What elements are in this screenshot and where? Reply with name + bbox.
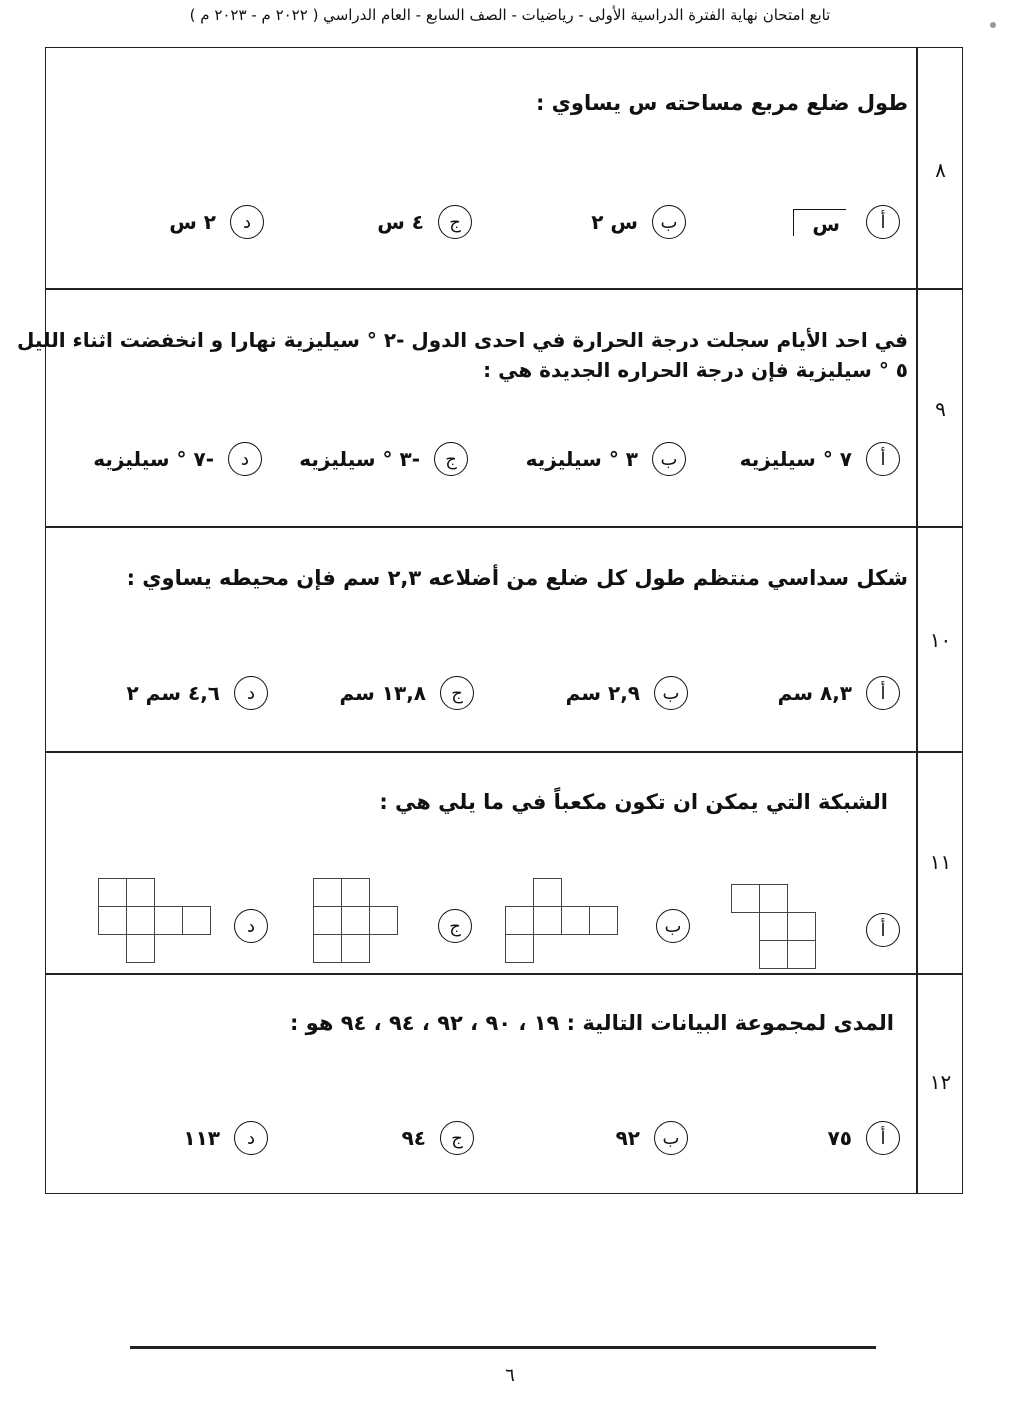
question-text: الشبكة التي يمكن ان تكون مكعباً في ما يلي هي :	[379, 790, 888, 814]
option-letter: ب	[654, 676, 688, 710]
option-value: ٩٢	[615, 1126, 640, 1150]
option-letter: د	[228, 442, 262, 476]
option-value: ٢ س	[169, 210, 216, 234]
option-a[interactable]	[793, 205, 900, 239]
option-d[interactable]	[126, 676, 268, 710]
option-b[interactable]	[526, 442, 686, 476]
question-number: ١٠	[929, 628, 952, 652]
row-divider	[45, 751, 963, 753]
option-value: ٤ س	[377, 210, 424, 234]
option-value: ٩٤	[401, 1126, 426, 1150]
option-letter: ب	[654, 1121, 688, 1155]
option-value: س ٢	[591, 210, 638, 234]
option-b[interactable]	[591, 205, 686, 239]
option-letter: ج	[438, 205, 472, 239]
option-value: ٨,٣ سم	[777, 681, 852, 705]
option-letter: أ	[866, 676, 900, 710]
square-root-expression: س	[793, 209, 846, 236]
option-letter: ب	[652, 442, 686, 476]
row-divider	[45, 973, 963, 975]
question-number: ٨	[935, 158, 946, 182]
question-text-line2: ٥ ° سيليزية فإن درجة الحراره الجديدة هي :	[483, 358, 908, 382]
question-text: المدى لمجموعة البيانات التالية : ١٩ ، ٩٠ ، ٩٢ ، ٩٤ ، ٩٤ هو :	[289, 1011, 894, 1035]
exam-header: تابع امتحان نهاية الفترة الدراسية الأولى - رياضيات - الصف السابع - العام الدراسي ( ٢٠٢٢ م - ٢٠٢٣ م )	[189, 6, 831, 24]
option-b[interactable]	[566, 676, 688, 710]
row-divider	[45, 526, 963, 528]
option-d[interactable]	[93, 442, 262, 476]
option-d[interactable]	[183, 1121, 268, 1155]
question-text-line1: في احد الأيام سجلت درجة الحرارة في احدى الدول -٢ ° سيليزية نهارا و انخفضت اثناء الليل	[17, 328, 908, 352]
option-value: ٢,٩ سم	[565, 681, 640, 705]
option-value: ٧٥	[827, 1126, 852, 1150]
option-value: ١١٣	[183, 1126, 220, 1150]
option-d[interactable]	[169, 205, 264, 239]
option-a[interactable]	[828, 1121, 900, 1155]
option-value: ٣ ° سيليزيه	[525, 447, 638, 471]
option-letter: د	[230, 205, 264, 239]
option-b[interactable]	[642, 909, 690, 943]
option-c[interactable]	[424, 909, 472, 943]
option-value: ١٣,٨ سم	[339, 681, 426, 705]
option-value: -٧ ° سيليزيه	[93, 447, 214, 471]
option-c[interactable]	[299, 442, 468, 476]
option-a[interactable]	[852, 913, 900, 947]
option-letter: ج	[438, 909, 472, 943]
option-value: -٣ ° سيليزيه	[299, 447, 420, 471]
option-value: ٧ ° سيليزيه	[739, 447, 852, 471]
scan-dot	[990, 22, 996, 28]
option-c[interactable]	[377, 205, 472, 239]
option-b[interactable]	[616, 1121, 688, 1155]
option-c[interactable]	[339, 676, 474, 710]
option-letter: د	[234, 1121, 268, 1155]
page-number: ٦	[505, 1365, 515, 1386]
option-letter: ج	[434, 442, 468, 476]
option-letter: أ	[866, 913, 900, 947]
number-column-divider	[916, 47, 918, 1194]
option-a[interactable]	[778, 676, 900, 710]
question-text: شكل سداسي منتظم طول كل ضلع من أضلاعه ٢,٣ سم فإن محيطه يساوي :	[126, 566, 908, 590]
option-letter: ب	[652, 205, 686, 239]
option-letter: أ	[866, 442, 900, 476]
option-letter: ج	[440, 676, 474, 710]
option-letter: ب	[656, 909, 690, 943]
option-letter: أ	[866, 1121, 900, 1155]
option-d[interactable]	[220, 909, 268, 943]
question-number: ١٢	[929, 1070, 952, 1094]
option-value: ٤,٦ سم ٢	[126, 681, 220, 705]
option-letter: ج	[440, 1121, 474, 1155]
option-a[interactable]	[740, 442, 900, 476]
row-divider	[45, 288, 963, 290]
option-letter: د	[234, 676, 268, 710]
option-letter: د	[234, 909, 268, 943]
option-letter: أ	[866, 205, 900, 239]
option-c[interactable]	[402, 1121, 474, 1155]
question-number: ٩	[935, 397, 946, 421]
footer-divider	[130, 1346, 876, 1349]
question-text: طول ضلع مربع مساحته س يساوي :	[535, 91, 908, 115]
question-number: ١١	[929, 850, 952, 874]
